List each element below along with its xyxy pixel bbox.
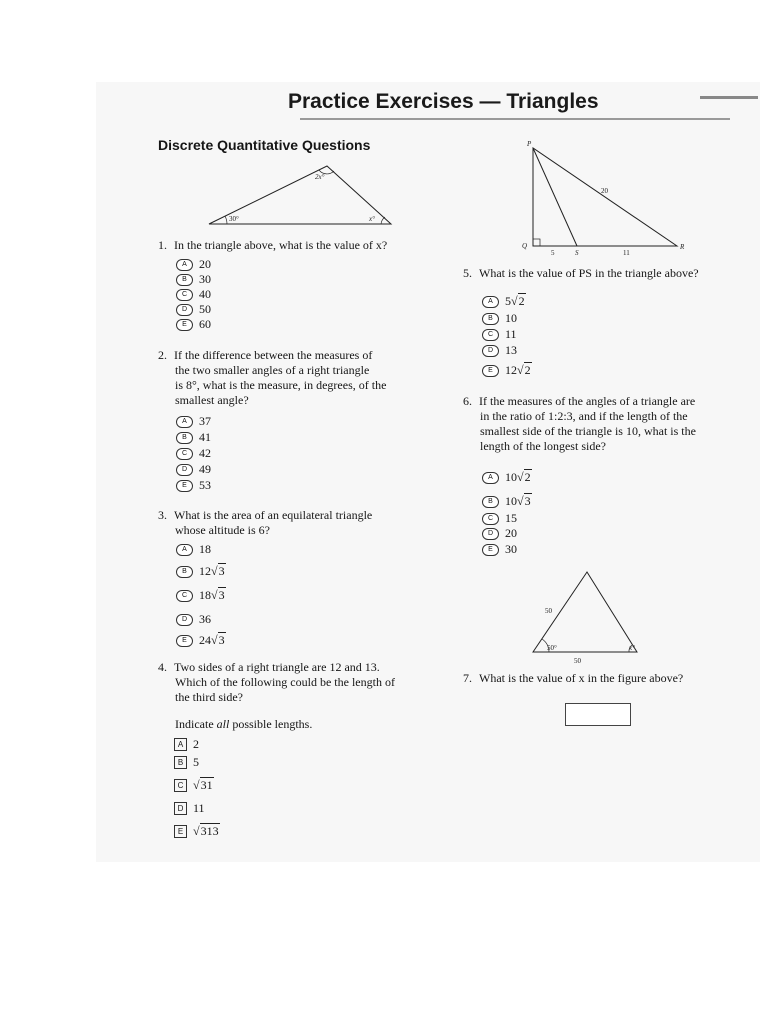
side-label-hypotenuse: 20 <box>601 187 608 195</box>
vertex-label-q: Q <box>522 242 528 250</box>
question-4-instruction: Indicate all possible lengths. <box>175 717 313 731</box>
answer-entry-box[interactable] <box>565 703 631 726</box>
question-6: 6. If the measures of the angles of a triangle are in the ratio of 1:2:3, and if the length of the smallest side of the triangle is 10, what is the length of the longest side? <box>463 394 696 453</box>
triangle-figure-q7 <box>525 568 655 668</box>
option-d[interactable]: D 36 <box>176 612 211 627</box>
vertex-label-p: P <box>527 140 532 148</box>
side-label-qs: 5 <box>551 249 555 257</box>
vertex-label-r: R <box>680 243 685 251</box>
side-label-left: 50 <box>545 607 552 615</box>
option-e[interactable]: E 30 <box>482 542 517 557</box>
option-b[interactable]: B 41 <box>176 430 211 445</box>
question-3: 3. What is the area of an equilateral triangle whose altitude is 6? <box>158 508 373 537</box>
checkbox-option-a[interactable]: A 2 <box>174 737 199 752</box>
title-rule-accent <box>700 96 758 99</box>
option-b[interactable]: B 10 √3 <box>482 494 532 509</box>
option-d[interactable]: D 13 <box>482 343 517 358</box>
option-a[interactable]: A 20 <box>176 257 211 272</box>
question-7: 7. What is the value of x in the figure above? <box>463 671 684 685</box>
option-d[interactable]: D 50 <box>176 302 211 317</box>
vertex-label-s: S <box>575 249 579 257</box>
question-number: 1. <box>158 238 167 252</box>
option-d[interactable]: D 49 <box>176 462 211 477</box>
option-e[interactable]: E 53 <box>176 478 211 493</box>
side-label-sr: 11 <box>623 249 630 257</box>
angle-label-top: 2x° <box>315 173 325 181</box>
right-triangle-figure-q5 <box>505 138 695 260</box>
option-c[interactable]: C 40 <box>176 287 211 302</box>
option-c[interactable]: C 15 <box>482 511 517 526</box>
option-c[interactable]: C 42 <box>176 446 211 461</box>
option-c[interactable]: C 11 <box>482 327 517 342</box>
checkbox-option-c[interactable]: C √31 <box>174 778 214 793</box>
option-b[interactable]: B 30 <box>176 272 211 287</box>
option-b[interactable]: B 12 √3 <box>176 564 226 579</box>
option-a[interactable]: A 10 √2 <box>482 470 532 485</box>
question-2: 2. If the difference between the measures of the two smaller angles of a right triangle is 8°, what is the measure, in degrees, of the smallest angle? <box>158 348 387 407</box>
checkbox-option-b[interactable]: B 5 <box>174 755 199 770</box>
angle-label-right: x° <box>369 215 375 223</box>
angle-label-left: 30° <box>229 215 239 223</box>
option-e[interactable]: E 60 <box>176 317 211 332</box>
page-title: Practice Exercises — Triangles <box>288 90 599 113</box>
question-1 <box>158 238 387 253</box>
option-c[interactable]: C 18 √3 <box>176 588 226 603</box>
option-d[interactable]: D 20 <box>482 526 517 541</box>
section-heading: Discrete Quantitative Questions <box>158 137 371 153</box>
option-a[interactable]: A 37 <box>176 414 211 429</box>
angle-label-left: 50° <box>547 644 557 652</box>
question-4: 4. Two sides of a right triangle are 12 and 13. Which of the following could be the length of the third side? <box>158 660 395 704</box>
question-5: 5. What is the value of PS in the triangle above? <box>463 266 699 280</box>
checkbox-option-e[interactable]: E √313 <box>174 824 220 839</box>
title-rule <box>300 118 730 120</box>
option-a[interactable]: A 5 √2 <box>482 294 526 309</box>
question-stem: In the triangle above, what is the value of x? <box>174 238 388 252</box>
option-e[interactable]: E 24 √3 <box>176 633 226 648</box>
triangle-figure-q1 <box>205 160 395 230</box>
option-b[interactable]: B 10 <box>482 311 517 326</box>
checkbox-option-d[interactable]: D 11 <box>174 801 205 816</box>
angle-label-right: x° <box>629 644 635 652</box>
option-a[interactable]: A 18 <box>176 542 211 557</box>
option-e[interactable]: E 12 √2 <box>482 363 532 378</box>
side-label-base: 50 <box>574 657 581 665</box>
